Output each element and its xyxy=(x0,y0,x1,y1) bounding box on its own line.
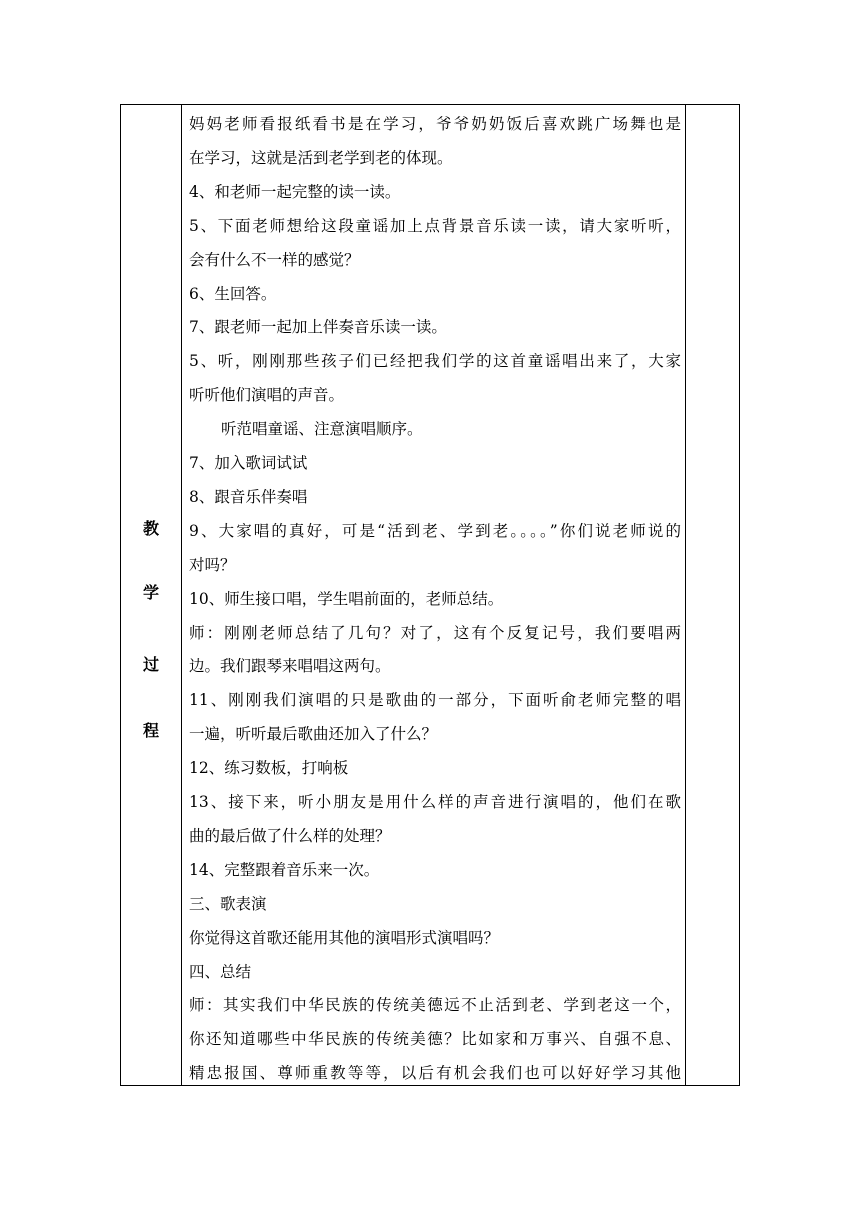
content-line: 曲的最后做了什么样的处理？ xyxy=(189,826,391,845)
content-line: 6、生回答。 xyxy=(189,284,277,303)
content-line: 5、听，刚刚那些孩子们已经把我们学的这首童谣唱出来了，大家 xyxy=(189,352,681,371)
content-line: 三、歌表演 xyxy=(189,894,267,913)
content-line: 11、刚刚我们演唱的只是歌曲的一部分，下面听俞老师完整的唱 xyxy=(189,691,681,710)
content-line: 边。我们跟琴来唱唱这两句。 xyxy=(189,657,391,676)
section-label-char: 过 xyxy=(142,655,159,674)
section-label-char: 学 xyxy=(142,583,159,602)
content-line: 14、完整跟着音乐来一次。 xyxy=(189,860,380,879)
section-label-char: 教 xyxy=(142,519,159,538)
section-label-char: 程 xyxy=(142,721,159,740)
content-line: 一遍，听听最后歌曲还加入了什么？ xyxy=(189,725,438,744)
content-line: 对吗？ xyxy=(189,555,236,574)
content-line: 精忠报国、尊师重教等等，以后有机会我们也可以好好学习其他 xyxy=(189,1064,681,1083)
content-line: 师：刚刚老师总结了几句？对了，这有个反复记号，我们要唱两 xyxy=(189,623,681,642)
content-line: 4、和老师一起完整的读一读。 xyxy=(189,182,401,201)
content-line: 12、练习数板，打响板 xyxy=(189,759,349,778)
column-divider xyxy=(685,105,686,1085)
content-line: 听听他们演唱的声音。 xyxy=(189,386,345,405)
content-line: 9、大家唱的真好，可是“活到老、学到老。。。。”你们说老师说的 xyxy=(189,521,681,540)
content-line: 妈妈老师看报纸看书是在学习，爷爷奶奶饭后喜欢跳广场舞也是 xyxy=(189,115,681,133)
content-line: 你还知道哪些中华民族的传统美德？比如家和万事兴、自强不息、 xyxy=(189,1030,681,1049)
content-line: 8、跟音乐伴奏唱 xyxy=(189,487,308,506)
content-line: 你觉得这首歌还能用其他的演唱形式演唱吗？ xyxy=(189,928,500,947)
content-line: 在学习，这就是活到老学到老的体现。 xyxy=(189,148,453,167)
content-line: 听范唱童谣、注意演唱顺序。 xyxy=(221,420,423,439)
column-divider xyxy=(181,105,182,1085)
content-line: 7、跟老师一起加上伴奏音乐读一读。 xyxy=(189,318,447,337)
content-line: 四、总结 xyxy=(189,962,252,981)
lesson-table xyxy=(120,104,740,1086)
content-line: 师：其实我们中华民族的传统美德远不止活到老、学到老这一个， xyxy=(189,996,681,1015)
content-line: 13、接下来，听小朋友是用什么样的声音进行演唱的，他们在歌 xyxy=(189,793,681,811)
content-line: 会有什么不一样的感觉？ xyxy=(189,250,360,269)
content-line: 5、下面老师想给这段童谣加上点背景音乐读一读，请大家听听， xyxy=(189,216,681,235)
section-label-column xyxy=(121,105,181,1085)
content-line: 7、加入歌词试试 xyxy=(189,454,308,472)
content-line: 10、师生接口唱，学生唱前面的，老师总结。 xyxy=(189,589,504,608)
